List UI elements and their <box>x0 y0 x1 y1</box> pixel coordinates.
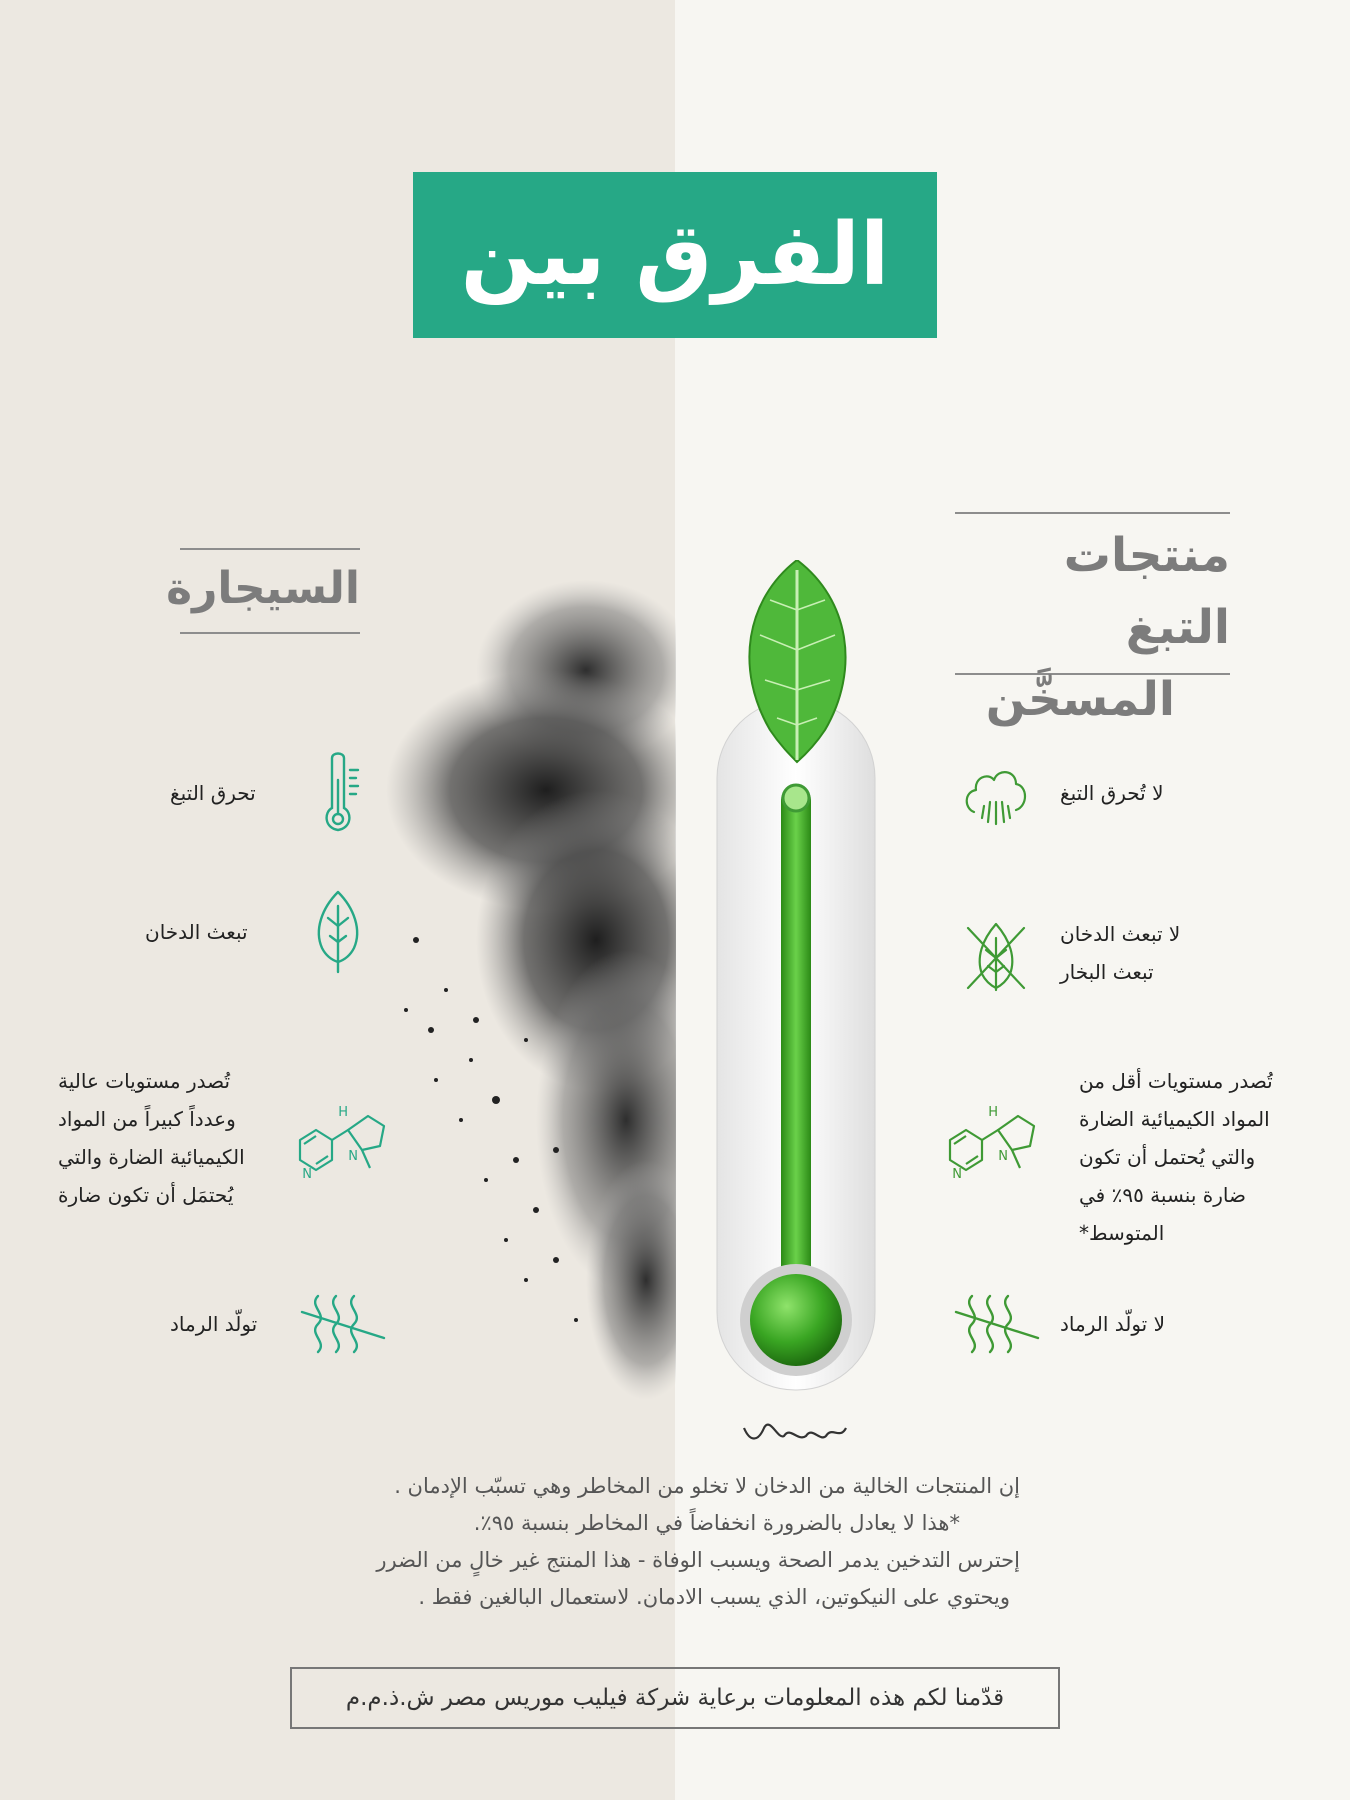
right-item-1 <box>1060 774 1164 812</box>
disclaimer-line1: إن المنتجات الخالية من الدخان لا تخلو من المخاطر وهي تسبّب الإدمان . <box>394 1474 1020 1498</box>
svg-text:N: N <box>348 1149 358 1164</box>
right-item-4 <box>1060 1305 1165 1343</box>
nicotine-molecule-icon <box>940 1098 1050 1188</box>
sponsor-text: قدّمنا لكم هذه المعلومات برعاية شركة فيليب موريس مصر ش.ذ.م.م <box>345 1685 1005 1711</box>
disclaimer-line2: *هذا لا يعادل بالضرورة انخفاضاً في المخاطر بنسبة ٩٥٪. <box>473 1511 960 1535</box>
left-item-3-line1: تُصدر مستويات عالية <box>58 1069 231 1093</box>
disclaimer-line3: إحترس التدخين يدمر الصحة ويسبب الوفاة - هذا المنتج غير خالٍ من الضرر <box>376 1548 1020 1572</box>
left-item-3-line4: يُحتمَل أن تكون ضارة <box>58 1183 234 1207</box>
disclaimer-line4: ويحتوي على النيكوتين، الذي يسبب الادمان. لاستعمال البالغين فقط . <box>418 1585 1010 1609</box>
left-item-3-line3: الكيميائية الضارة والتي <box>58 1145 245 1169</box>
nicotine-molecule-icon-left <box>290 1098 400 1188</box>
right-item-2-line1: لا تبعث الدخان <box>1060 922 1181 946</box>
left-item-3 <box>58 1062 245 1214</box>
smoke-cloud-illustration <box>376 560 676 1410</box>
title-banner <box>413 172 937 338</box>
right-item-3 <box>1079 1062 1273 1252</box>
svg-text:N: N <box>998 1149 1008 1164</box>
page-title: الفرق بين <box>460 205 890 305</box>
right-item-3-line5: المتوسط* <box>1079 1221 1165 1245</box>
disclaimer <box>240 1468 1020 1616</box>
left-item-3-line2: وعدداً كبيراً من المواد <box>58 1107 236 1131</box>
left-item-4-line1: تولّد الرماد <box>170 1312 258 1336</box>
right-item-3-line2: المواد الكيميائية الضارة <box>1079 1107 1270 1131</box>
right-heading-line2: المسخَّن <box>985 672 1175 727</box>
right-heading-line1: منتجات التبغ <box>1063 528 1230 655</box>
left-item-2 <box>145 913 248 951</box>
right-item-1-line1: لا تُحرق التبغ <box>1060 781 1164 805</box>
no-smoke-leaf-icon <box>960 918 1032 994</box>
svg-text:N: N <box>952 1167 962 1182</box>
wave-divider <box>742 1422 848 1444</box>
thermometer-icon <box>322 750 364 836</box>
left-item-2-line1: تبعث الدخان <box>145 920 248 944</box>
sponsor-footer <box>290 1667 1060 1729</box>
thermometer-illustration <box>715 560 880 1410</box>
no-ash-waves-icon <box>952 1290 1042 1354</box>
left-column-heading <box>166 548 360 634</box>
left-item-1-line1: تحرق التبغ <box>170 781 256 805</box>
right-item-2 <box>1060 915 1180 991</box>
right-item-4-line1: لا تولّد الرماد <box>1060 1312 1166 1336</box>
svg-text:H: H <box>988 1105 998 1120</box>
svg-text:H: H <box>338 1105 348 1120</box>
left-heading: السيجارة <box>166 563 360 614</box>
ash-waves-icon <box>298 1290 388 1354</box>
right-item-3-line4: ضارة بنسبة ٩٥٪ في <box>1079 1183 1246 1207</box>
right-item-3-line3: والتي يُحتمل أن تكون <box>1079 1145 1256 1169</box>
left-item-1 <box>170 774 256 812</box>
left-item-4 <box>170 1305 257 1343</box>
right-item-2-line2: تبعث البخار <box>1060 960 1154 984</box>
svg-text:N: N <box>302 1167 312 1182</box>
right-item-3-line1: تُصدر مستويات أقل من <box>1079 1069 1273 1093</box>
no-fire-icon <box>960 758 1032 830</box>
right-column-heading <box>955 512 1230 727</box>
leaf-icon <box>308 888 368 974</box>
